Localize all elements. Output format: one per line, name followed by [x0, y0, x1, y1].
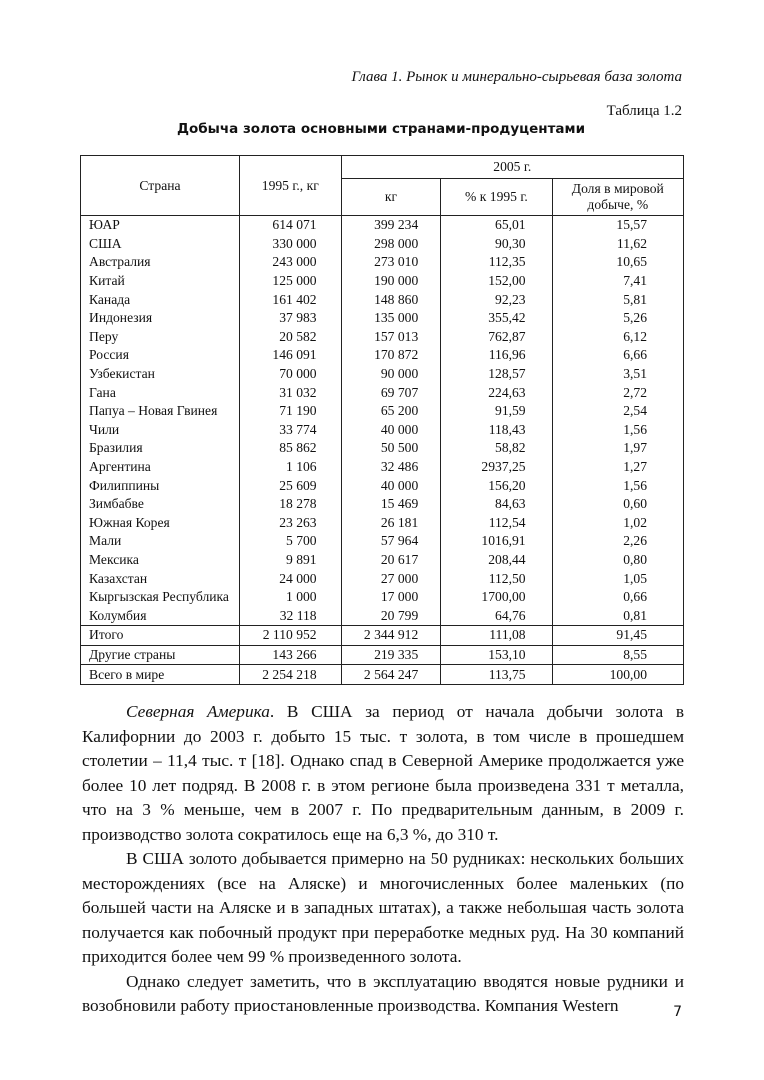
value-cell: 224,63 — [441, 383, 552, 402]
table-row — [81, 328, 684, 347]
value-cell: 1 106 — [239, 458, 341, 477]
value-cell: 116,96 — [441, 346, 552, 365]
value-cell: 190 000 — [341, 272, 441, 291]
country-cell: Аргентина — [81, 458, 240, 477]
page-number: 7 — [673, 1004, 682, 1020]
value-cell: 118,43 — [441, 421, 552, 440]
value-cell: 113,75 — [441, 665, 552, 685]
country-cell: Канада — [81, 290, 240, 309]
table-row — [81, 588, 684, 607]
paragraph — [82, 847, 684, 970]
value-cell: 92,23 — [441, 290, 552, 309]
table-row — [81, 569, 684, 588]
value-cell: 25 609 — [239, 476, 341, 495]
value-cell: 10,65 — [552, 253, 683, 272]
country-cell: Кыргызская Республика — [81, 588, 240, 607]
running-head: Глава 1. Рынок и минерально-сырьевая база золота — [351, 69, 682, 85]
table-row — [81, 495, 684, 514]
value-cell: 24 000 — [239, 569, 341, 588]
value-cell: 27 000 — [341, 569, 441, 588]
table-row — [81, 476, 684, 495]
country-cell: Всего в мире — [81, 665, 240, 685]
country-cell: Филиппины — [81, 476, 240, 495]
table-body — [81, 216, 684, 685]
value-cell: 135 000 — [341, 309, 441, 328]
header-1995: 1995 г., кг — [239, 156, 341, 216]
value-cell: 91,59 — [441, 402, 552, 421]
value-cell: 26 181 — [341, 514, 441, 533]
table-row — [81, 402, 684, 421]
value-cell: 33 774 — [239, 421, 341, 440]
value-cell: 65 200 — [341, 402, 441, 421]
country-cell: Казахстан — [81, 569, 240, 588]
paragraph-text: В США золото добывается примерно на 50 рудниках: нескольких больших месторождениях (все на Аляске) и многочисленных более маленьких (по большей части на Аляске и в западных штатах), а также небольшая часть золота получается как побочный продукт при переработке медных руд. На 30 компаний приходится более чем 99 % произведенного золота. — [82, 849, 684, 966]
paragraph-text: . В США за период от начала добычи золота в Калифорнии до 2003 г. добыто 15 тыс. т золота, в том числе в прошедшем столетии – 11,4 тыс. т [18]. Однако спад в Северной Америке продолжается уже более 10 лет подряд. В 2008 г. в этом регионе была произведена 331 т металла, что на 3 % меньше, чем в 2007 г. По предварительным данным, в 2009 г. производство золота сократилось еще на 6,3 %, до 310 т. — [82, 702, 685, 844]
value-cell: 20 617 — [341, 551, 441, 570]
table-row — [81, 272, 684, 291]
value-cell: 1,97 — [552, 439, 683, 458]
country-cell: Китай — [81, 272, 240, 291]
value-cell: 2,72 — [552, 383, 683, 402]
value-cell: 7,41 — [552, 272, 683, 291]
value-cell: 32 118 — [239, 606, 341, 625]
value-cell: 161 402 — [239, 290, 341, 309]
paragraph-text: Однако следует заметить, что в эксплуатацию вводятся новые рудники и возобновили работу приостановленные производства. Компания Western — [82, 971, 684, 1015]
value-cell: 208,44 — [441, 551, 552, 570]
value-cell: 2 254 218 — [239, 665, 341, 685]
table-label: Таблица 1.2 — [606, 103, 682, 119]
table-row — [81, 309, 684, 328]
value-cell: 5 700 — [239, 532, 341, 551]
value-cell: 71 190 — [239, 402, 341, 421]
paragraph — [82, 700, 684, 847]
table-title: Добыча золота основными странами-продуцентами — [176, 121, 586, 137]
country-cell: Узбекистан — [81, 365, 240, 384]
table-row — [81, 532, 684, 551]
table-row — [81, 626, 684, 646]
value-cell: 2 344 912 — [341, 626, 441, 646]
value-cell: 3,51 — [552, 365, 683, 384]
value-cell: 64,76 — [441, 606, 552, 625]
country-cell: Гана — [81, 383, 240, 402]
value-cell: 273 010 — [341, 253, 441, 272]
country-cell: Перу — [81, 328, 240, 347]
table-row — [81, 365, 684, 384]
value-cell: 85 862 — [239, 439, 341, 458]
country-cell: Другие страны — [81, 645, 240, 665]
value-cell: 112,35 — [441, 253, 552, 272]
table-row — [81, 216, 684, 235]
value-cell: 0,80 — [552, 551, 683, 570]
value-cell: 20 582 — [239, 328, 341, 347]
value-cell: 91,45 — [552, 626, 683, 646]
country-cell: Зимбабве — [81, 495, 240, 514]
header-pct-1995: % к 1995 г. — [441, 179, 552, 216]
header-kg: кг — [341, 179, 441, 216]
table-row — [81, 290, 684, 309]
country-cell: Колумбия — [81, 606, 240, 625]
table-row — [81, 439, 684, 458]
country-cell: ЮАР — [81, 216, 240, 235]
value-cell: 57 964 — [341, 532, 441, 551]
value-cell: 146 091 — [239, 346, 341, 365]
value-cell: 2,26 — [552, 532, 683, 551]
value-cell: 18 278 — [239, 495, 341, 514]
value-cell: 143 266 — [239, 645, 341, 665]
value-cell: 11,62 — [552, 235, 683, 254]
value-cell: 152,00 — [441, 272, 552, 291]
country-cell: Мексика — [81, 551, 240, 570]
country-cell: Бразилия — [81, 439, 240, 458]
header-2005: 2005 г. — [341, 156, 683, 179]
value-cell: 298 000 — [341, 235, 441, 254]
value-cell: 1,27 — [552, 458, 683, 477]
value-cell: 23 263 — [239, 514, 341, 533]
value-cell: 1 000 — [239, 588, 341, 607]
table-row — [81, 421, 684, 440]
value-cell: 1,56 — [552, 421, 683, 440]
table-row — [81, 235, 684, 254]
value-cell: 40 000 — [341, 476, 441, 495]
value-cell: 6,66 — [552, 346, 683, 365]
body-text — [82, 700, 684, 1019]
value-cell: 15 469 — [341, 495, 441, 514]
value-cell: 2 564 247 — [341, 665, 441, 685]
country-cell: Итого — [81, 626, 240, 646]
value-cell: 50 500 — [341, 439, 441, 458]
country-cell: Индонезия — [81, 309, 240, 328]
country-cell: США — [81, 235, 240, 254]
value-cell: 31 032 — [239, 383, 341, 402]
value-cell: 17 000 — [341, 588, 441, 607]
value-cell: 2 110 952 — [239, 626, 341, 646]
value-cell: 0,81 — [552, 606, 683, 625]
table-row — [81, 383, 684, 402]
value-cell: 614 071 — [239, 216, 341, 235]
value-cell: 330 000 — [239, 235, 341, 254]
country-cell: Мали — [81, 532, 240, 551]
value-cell: 69 707 — [341, 383, 441, 402]
value-cell: 2,54 — [552, 402, 683, 421]
value-cell: 157 013 — [341, 328, 441, 347]
value-cell: 90 000 — [341, 365, 441, 384]
value-cell: 112,54 — [441, 514, 552, 533]
value-cell: 1016,91 — [441, 532, 552, 551]
value-cell: 40 000 — [341, 421, 441, 440]
value-cell: 243 000 — [239, 253, 341, 272]
value-cell: 84,63 — [441, 495, 552, 514]
paragraph — [82, 970, 684, 1019]
table-row — [81, 551, 684, 570]
value-cell: 355,42 — [441, 309, 552, 328]
table-row — [81, 665, 684, 685]
country-cell: Чили — [81, 421, 240, 440]
value-cell: 100,00 — [552, 665, 683, 685]
value-cell: 762,87 — [441, 328, 552, 347]
value-cell: 112,50 — [441, 569, 552, 588]
value-cell: 1,02 — [552, 514, 683, 533]
header-country: Страна — [81, 156, 240, 216]
value-cell: 20 799 — [341, 606, 441, 625]
value-cell: 2937,25 — [441, 458, 552, 477]
value-cell: 65,01 — [441, 216, 552, 235]
value-cell: 5,81 — [552, 290, 683, 309]
value-cell: 15,57 — [552, 216, 683, 235]
italic-lead: Северная Америка — [126, 702, 270, 721]
value-cell: 1,05 — [552, 569, 683, 588]
value-cell: 153,10 — [441, 645, 552, 665]
value-cell: 128,57 — [441, 365, 552, 384]
table-row — [81, 645, 684, 665]
value-cell: 6,12 — [552, 328, 683, 347]
table-row — [81, 346, 684, 365]
table-row — [81, 514, 684, 533]
value-cell: 9 891 — [239, 551, 341, 570]
table-header-row — [81, 156, 684, 179]
table-row — [81, 253, 684, 272]
value-cell: 70 000 — [239, 365, 341, 384]
country-cell: Австралия — [81, 253, 240, 272]
value-cell: 37 983 — [239, 309, 341, 328]
value-cell: 58,82 — [441, 439, 552, 458]
value-cell: 1700,00 — [441, 588, 552, 607]
value-cell: 219 335 — [341, 645, 441, 665]
country-cell: Папуа – Новая Гвинея — [81, 402, 240, 421]
value-cell: 399 234 — [341, 216, 441, 235]
country-cell: Южная Корея — [81, 514, 240, 533]
value-cell: 32 486 — [341, 458, 441, 477]
header-world-share: Доля в мировой добыче, % — [552, 179, 683, 216]
value-cell: 148 860 — [341, 290, 441, 309]
value-cell: 90,30 — [441, 235, 552, 254]
value-cell: 125 000 — [239, 272, 341, 291]
country-cell: Россия — [81, 346, 240, 365]
gold-production-table — [80, 155, 684, 685]
value-cell: 0,66 — [552, 588, 683, 607]
value-cell: 5,26 — [552, 309, 683, 328]
value-cell: 170 872 — [341, 346, 441, 365]
value-cell: 8,55 — [552, 645, 683, 665]
value-cell: 156,20 — [441, 476, 552, 495]
value-cell: 1,56 — [552, 476, 683, 495]
table-row — [81, 458, 684, 477]
table-row — [81, 606, 684, 625]
value-cell: 0,60 — [552, 495, 683, 514]
value-cell: 111,08 — [441, 626, 552, 646]
